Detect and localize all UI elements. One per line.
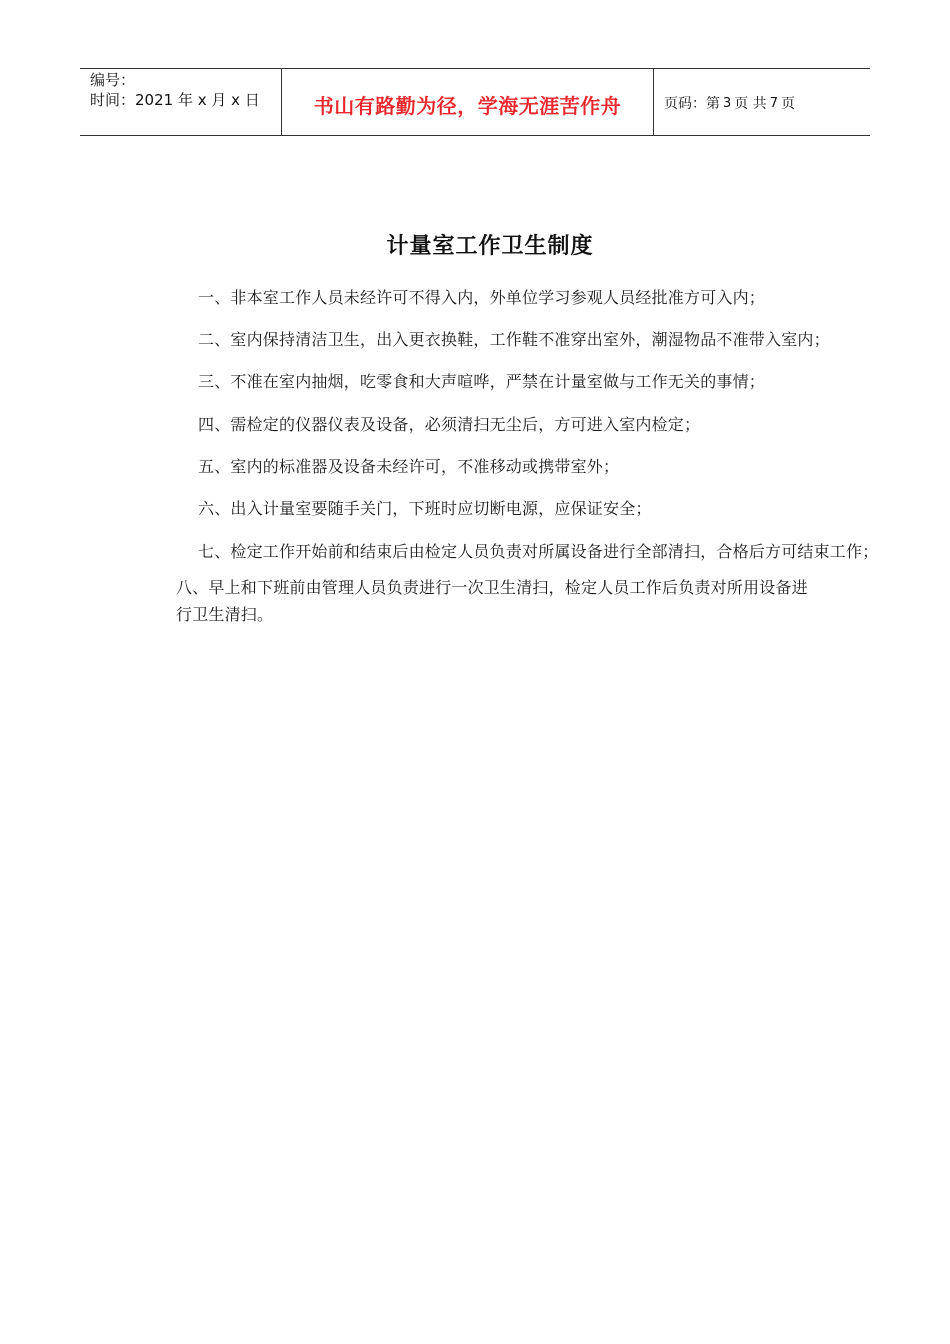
header-meta <box>80 69 282 135</box>
rule-item-4: 四、需检定的仪器仪表及设备，必须清扫无尘后，方可进入室内检定； <box>198 415 701 434</box>
rule-item-8: 八、早上和下班前由管理人员负责进行一次卫生清扫，检定人员工作后负责对所用设备进行卫生清扫。 <box>176 578 808 624</box>
page-number-indicator <box>654 69 870 135</box>
page-mid: 页 共 <box>734 96 767 112</box>
document-title: 计量室工作卫生制度 <box>386 234 594 259</box>
page-total: 7 <box>769 95 779 111</box>
document-date-label: 时间：2021 年 x 月 x 日 <box>90 91 260 109</box>
rule-item-1: 一、非本室工作人员未经许可不得入内，外单位学习参观人员经批准方可入内； <box>198 288 766 307</box>
page-current: 3 <box>723 95 732 111</box>
header-motto-cell <box>282 69 654 135</box>
header-motto: 书山有路勤为径，学海无涯苦作舟 <box>313 93 622 118</box>
rule-item-2: 二、室内保持清洁卫生，出入更衣换鞋，工作鞋不准穿出室外，潮湿物品不准带入室内； <box>198 330 830 349</box>
rule-item-5: 五、室内的标准器及设备未经许可，不准移动或携带室外； <box>198 457 620 476</box>
page-prefix: 页码：第 <box>664 96 720 112</box>
document-number-label: 编号： <box>90 71 136 89</box>
page-header <box>80 68 870 136</box>
page-suffix: 页 <box>781 96 796 112</box>
rule-item-6: 六、出入计量室要随手关门，下班时应切断电源，应保证安全； <box>198 499 652 518</box>
rule-item-3: 三、不准在室内抽烟，吃零食和大声喧哗，严禁在计量室做与工作无关的事情； <box>198 372 766 391</box>
rule-item-7: 七、检定工作开始前和结束后由检定人员负责对所属设备进行全部清扫，合格后方可结束工作； <box>198 542 879 561</box>
